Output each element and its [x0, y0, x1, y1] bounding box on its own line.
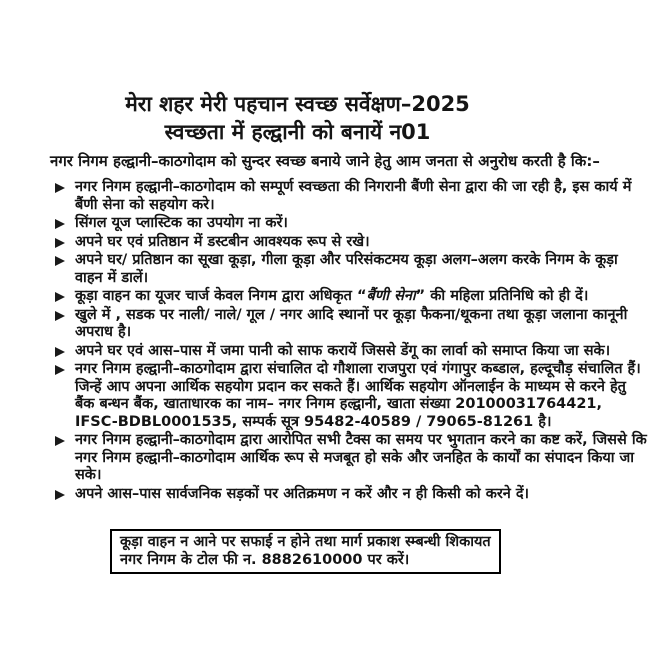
- page-subtitle: स्वच्छता में हल्द्वानी को बनायें न01: [164, 120, 431, 144]
- bullet-text: कूड़ा वाहन का यूजर चार्ज केवल निगम द्वारा अधिकृत “: [75, 288, 367, 304]
- bullet-text: अपने घर एवं प्रतिष्ठान में डस्टबीन आवश्यक रूप से रखे।: [75, 233, 370, 250]
- bullet-arrow-icon: [55, 347, 65, 357]
- list-item: [55, 343, 648, 361]
- bullet-text: अपने घर/ प्रतिष्ठान का सूखा कूड़ा, गीला कूड़ा और परिसंकटमय कूड़ा अलग–अलग करके निगम के कूड़ा वाहन में डालें।: [75, 252, 618, 286]
- list-item: [55, 288, 648, 306]
- list-item: [55, 234, 648, 252]
- bullet-text: नगर निगम हल्द्वानी–काठगोदाम को सम्पूर्ण स्वच्छता की निगरानी बैंणी सेना द्वारा की जा रही है, इस कार्य में बैंणी सेना को सहयोग करे।: [75, 179, 632, 213]
- bullet-text: अपने आस–पास सार्वजनिक सड़कों पर अतिक्रमण न करें और न ही किसी को करने दें।: [75, 485, 530, 502]
- bullet-text: सिंगल यूज प्लास्टिक का उपयोग ना करें।: [75, 215, 288, 231]
- notice-box-line: कूड़ा वाहन न आने पर सफाई न होने तथा मार्ग प्रकाश स्म्बन्धी शिकायत: [120, 534, 491, 550]
- notice-box-line: नगर निगम के टोल फी न. 8882610000 पर करें।: [120, 552, 410, 568]
- bullet-text: खुले में , सडक पर नाली/ नाले/ गूल / नगर आदि स्थानों पर कूड़ा फैकना/थूकना तथा कूड़ा जलाना कानूनी अपराध है।: [75, 306, 628, 340]
- bullet-text: अपने घर एवं आस–पास में जमा पानी को साफ करायें जिससे डेंगू का लार्वा को समाप्त किया जा सके।: [75, 342, 611, 359]
- list-item: [55, 215, 648, 233]
- bullet-arrow-icon: [55, 238, 65, 248]
- bullet-arrow-icon: [55, 436, 65, 446]
- list-item: [55, 179, 648, 214]
- bullet-text: ” की महिला प्रतिनिधि को ही दें।: [415, 288, 589, 304]
- bullet-arrow-icon: [55, 365, 65, 375]
- bullet-text: नगर निगम हल्द्वानी–काठगोदाम द्वारा आरोपित सभी टैक्स का समय पर भुगतान करने का कष्ट करें, जिससे कि नगर निगम हल्द्वानी–काठगोदाम आर्थिक रूप से मजबूत हो सके और जनहित के कार्यों का संपादन किया जा सके।: [75, 432, 647, 483]
- bullet-text: नगर निगम हल्द्वानी–काठगोदाम द्वारा संचालित दो गौशाला राजपुरा एवं गंगापुर कब्डाल, हल्दूचौड़ संचालित हैं। जिन्हें आप अपना आर्थिक सहयोग प्रदान कर सकते हैं। आर्थिक सहयोग ऑनलाईन के माध्यम से करने हेतु बैंक बन्धन बैंक, खाताधारक का नाम– नगर निगम हल्द्वानी, खाता संख्या 20100031764421, IFSC-BDBL0001535, सम्पर्क सूत्र 95482-40589 / 79065-81261 है।: [75, 361, 641, 430]
- page-title: मेरा शहर मेरी पहचान स्वच्छ सर्वेक्षण–2025: [125, 92, 470, 116]
- document-header: [0, 90, 595, 146]
- intro-line: नगर निगम हल्द्वानी–काठगोदाम को सुन्दर स्वच्छ बनाये जाने हेतु आम जनता से अनुरोध करती है कि:–: [50, 152, 600, 170]
- bullet-arrow-icon: [55, 490, 65, 500]
- list-item: [55, 307, 648, 342]
- bullet-text-emphasis: बैंणी सेना: [366, 288, 416, 304]
- list-item: [55, 252, 648, 287]
- list-item: [55, 361, 648, 431]
- bullet-arrow-icon: [55, 311, 65, 321]
- bullet-list: [55, 179, 648, 504]
- list-item: [55, 432, 648, 485]
- complaint-notice-box: [110, 529, 501, 574]
- bullet-arrow-icon: [55, 183, 65, 193]
- bullet-arrow-icon: [55, 256, 65, 266]
- bullet-arrow-icon: [55, 219, 65, 229]
- bullet-arrow-icon: [55, 292, 65, 302]
- list-item: [55, 486, 648, 504]
